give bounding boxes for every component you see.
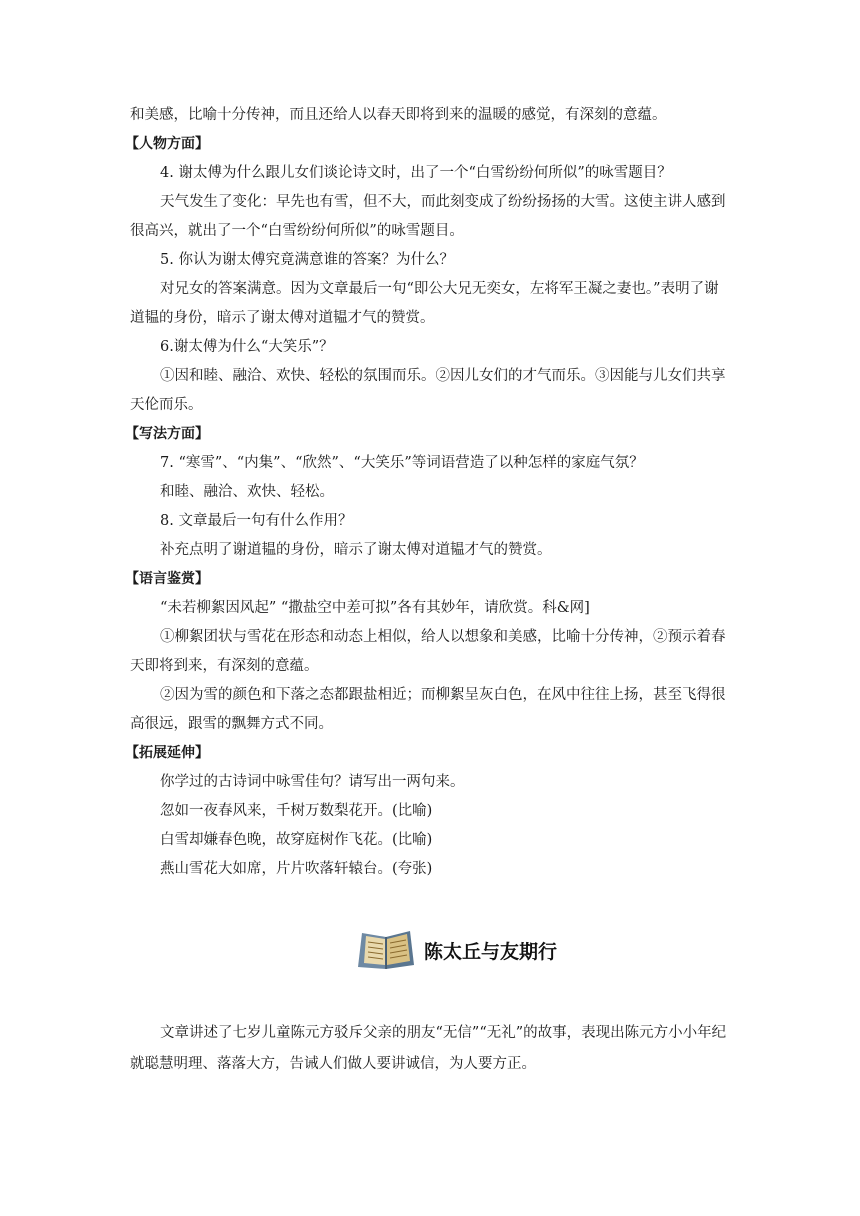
- section-title-block: [356, 928, 616, 972]
- question-9: “未若柳絮因风起” “撒盐空中差可拟”各有其妙年，请欣赏。科&网]: [160, 600, 590, 616]
- answer-5: 对兄女的答案满意。因为文章最后一句“即公大兄无奕女，左将军王凝之妻也。”表明了谢道韫的身份，暗示了谢太傅对道韫才气的赞赏。: [130, 281, 719, 326]
- poem-line-1: 忽如一夜春风来，千树万数梨花开。(比喻): [160, 803, 433, 819]
- section-heading-language: 【语言鉴赏】: [125, 571, 209, 587]
- question-7: 7. “寒雪”、“内集”、“欣然”、“大笑乐”等词语营造了以种怎样的家庭气氛？: [160, 455, 644, 471]
- question-4: 4. 谢太傅为什么跟儿女们谈论诗文时，出了一个“白雪纷纷何所似”的咏雪题目？: [160, 165, 672, 181]
- answer-9b: ②因为雪的颜色和下落之态都跟盐相近；而柳絮呈灰白色，在风中往往上扬，甚至飞得很高很远，跟雪的飘舞方式不同。: [130, 687, 726, 732]
- section-heading-writing: 【写法方面】: [125, 426, 209, 442]
- answer-7: 和睦、融洽、欢快、轻松。: [160, 484, 334, 500]
- question-6: 6.谢太傅为什么“大笑乐”？: [160, 339, 334, 355]
- poem-line-3: 燕山雪花大如席，片片吹落轩辕台。(夸张): [160, 861, 433, 877]
- answer-9a: ①柳絮团状与雪花在形态和动态上相似，给人以想象和美感，比喻十分传神，②预示着春天即将到来，有深刻的意蕴。: [130, 629, 726, 674]
- paragraph-continuation: 和美感，比喻十分传神，而且还给人以春天即将到来的温暖的感觉，有深刻的意蕴。: [130, 107, 667, 123]
- poem-line-2: 白雪却嫌春色晚，故穿庭树作飞花。(比喻): [160, 832, 433, 848]
- section-heading-extension: 【拓展延伸】: [125, 745, 209, 761]
- section-summary: 文章讲述了七岁儿童陈元方驳斥父亲的朋友“无信”“无礼”的故事，表现出陈元方小小年纪就聪慧明理、落落大方，告诫人们做人要讲诚信，为人要方正。: [130, 1025, 727, 1072]
- answer-4: 天气发生了变化：早先也有雪，但不大，而此刻变成了纷纷扬扬的大雪。这使主讲人感到很高兴，就出了一个“白雪纷纷何所似”的咏雪题目。: [130, 194, 726, 239]
- book-scroll-icon: [356, 929, 418, 971]
- question-5: 5. 你认为谢太傅究竟满意谁的答案？为什么？: [160, 252, 454, 268]
- answer-8: 补充点明了谢道韫的身份，暗示了谢太傅对道韫才气的赞赏。: [160, 542, 552, 558]
- section-heading-characters: 【人物方面】: [125, 136, 209, 152]
- section-title: 陈太丘与友期行: [424, 940, 558, 963]
- answer-6: ①因和睦、融洽、欢快、轻松的氛围而乐。②因儿女们的才气而乐。③因能与儿女们共享天伦而乐。: [130, 368, 726, 413]
- text-body: [125, 101, 730, 884]
- question-8: 8. 文章最后一句有什么作用？: [160, 513, 353, 529]
- question-10: 你学过的古诗词中咏雪佳句？请写出一两句来。: [160, 774, 465, 790]
